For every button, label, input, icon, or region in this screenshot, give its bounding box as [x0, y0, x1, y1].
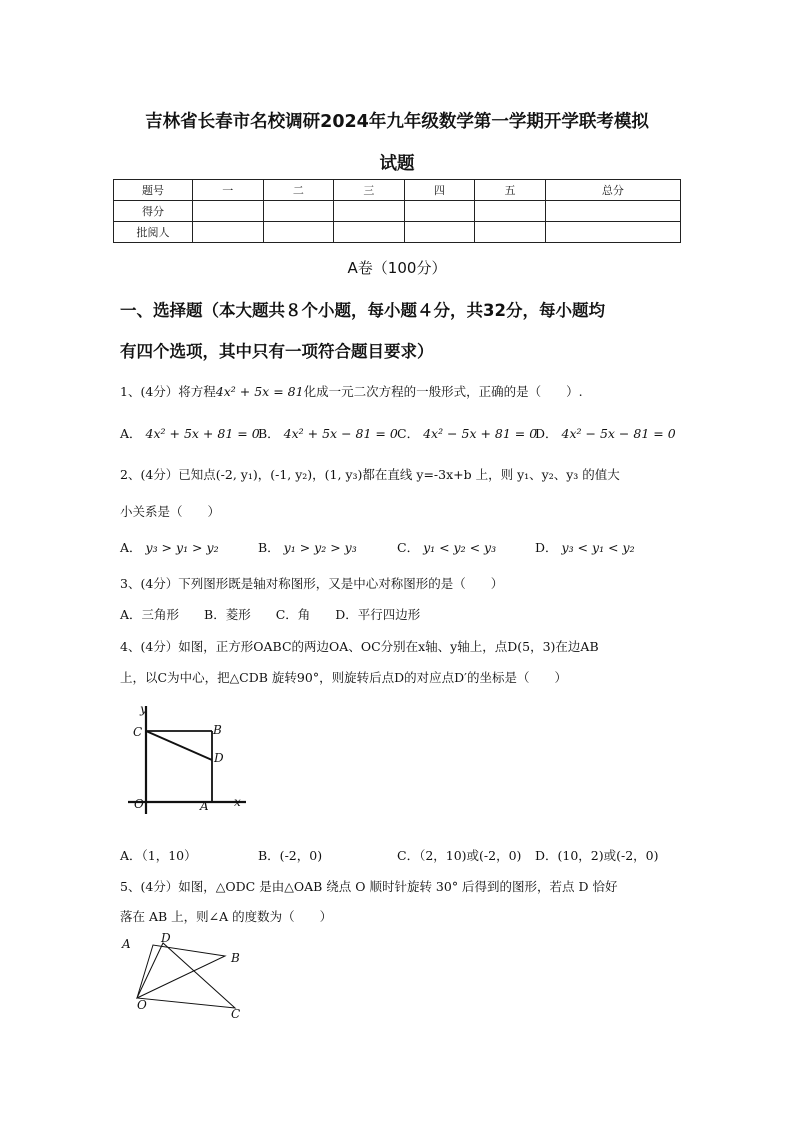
- option-text: y₁ < y₂ < y₃: [423, 540, 497, 555]
- section-heading-line-1: 一、选择题（本大题共８个小题，每小题４分，共32分，每小题均: [120, 301, 605, 320]
- score-table-row: [114, 222, 681, 243]
- label-a: A: [122, 937, 131, 951]
- label-a: A: [200, 799, 209, 813]
- score-table-row: [114, 201, 681, 222]
- question-2-stem-line-2: 小关系是（ ）: [120, 504, 221, 519]
- score-header-cell: 一: [193, 180, 264, 201]
- triangle-odc: [137, 943, 235, 1008]
- option-label: C．: [397, 426, 420, 441]
- question-1-suffix: 化成一元二次方程的一般形式，正确的是（ ）.: [303, 384, 583, 399]
- label-c: C: [231, 1007, 241, 1018]
- option-label: D．: [535, 540, 558, 555]
- score-cell: [404, 222, 475, 243]
- question-4-option-a[interactable]: A．（1，10）: [120, 848, 197, 863]
- option-label: C．: [397, 540, 420, 555]
- score-header-cell: 总分: [545, 180, 680, 201]
- score-cell: [193, 201, 264, 222]
- question-1-prefix: 1、(4分）将方程: [120, 384, 216, 399]
- option-label: B．: [258, 540, 280, 555]
- question-1-option-a[interactable]: [120, 424, 260, 442]
- section-heading-line-2: 有四个选项，其中只有一项符合题目要求）: [120, 342, 434, 361]
- option-text: 4x² + 5x + 81 = 0: [145, 426, 260, 441]
- volume-heading: A卷（100分）: [347, 259, 447, 277]
- triangle-rotation-figure: [115, 928, 255, 1018]
- score-header-cell: 题号: [114, 180, 193, 201]
- score-header-cell: 五: [475, 180, 546, 201]
- segment-cd: [146, 731, 212, 760]
- question-4-option-d[interactable]: D．(10，2)或(-2，0): [535, 848, 659, 863]
- score-cell: [193, 222, 264, 243]
- score-table-header-row: [114, 180, 681, 201]
- score-header-cell: 二: [263, 180, 334, 201]
- option-text: 4x² − 5x − 81 = 0: [561, 426, 676, 441]
- label-o: O: [134, 797, 144, 811]
- label-d: D: [214, 751, 224, 765]
- exam-title-line-1: 吉林省长春市名校调研2024年九年级数学第一学期开学联考模拟: [145, 112, 649, 132]
- option-label: A．: [120, 540, 142, 555]
- label-y: y: [140, 702, 147, 716]
- question-2-option-d[interactable]: [535, 538, 635, 556]
- score-table: [113, 179, 681, 243]
- question-4-option-c[interactable]: C．（2，10)或(-2，0): [397, 848, 522, 863]
- option-text: y₁ > y₂ > y₃: [283, 540, 357, 555]
- question-4-option-b[interactable]: B．(-2，0): [258, 848, 323, 863]
- question-1-option-d[interactable]: [535, 424, 676, 442]
- triangle-oab: [137, 945, 225, 998]
- question-3-stem: 3、(4分）下列图形既是轴对称图形，又是中心对称图形的是（ ）: [120, 576, 504, 591]
- score-row-label: 得分: [114, 201, 193, 222]
- score-cell: [263, 201, 334, 222]
- exam-title-line-2: 试题: [379, 154, 415, 174]
- option-text: 4x² − 5x + 81 = 0: [423, 426, 538, 441]
- label-c: C: [133, 725, 143, 739]
- question-5-stem-line-2: 落在 AB 上，则∠A 的度数为（ ）: [120, 909, 333, 924]
- question-4-stem-line-2: 上，以C为中心，把△CDB 旋转90°，则旋转后点D的对应点D′的坐标是（ ）: [120, 670, 567, 685]
- question-2-option-c[interactable]: [397, 538, 496, 556]
- score-cell: [334, 201, 405, 222]
- question-1-stem: [120, 382, 583, 400]
- label-b: B: [213, 723, 222, 737]
- score-cell: [404, 201, 475, 222]
- score-cell: [475, 222, 546, 243]
- label-x: x: [234, 795, 241, 809]
- question-5-stem-line-1: 5、(4分）如图，△ODC 是由△OAB 绕点 O 顺时针旋转 30° 后得到的图形，若点 D 恰好: [120, 879, 618, 894]
- label-o: O: [137, 998, 147, 1012]
- score-header-cell: 三: [334, 180, 405, 201]
- label-d: D: [161, 931, 171, 945]
- question-3-options[interactable]: A．三角形 B．菱形 C．角 D．平行四边形: [120, 607, 421, 622]
- option-label: D．: [535, 426, 558, 441]
- option-text: 4x² + 5x − 81 = 0: [283, 426, 398, 441]
- option-label: B．: [258, 426, 280, 441]
- score-header-cell: 四: [404, 180, 475, 201]
- score-cell: [545, 201, 680, 222]
- score-cell: [475, 201, 546, 222]
- option-text: y₃ < y₁ < y₂: [561, 540, 635, 555]
- score-row-label: 批阅人: [114, 222, 193, 243]
- question-4-stem-line-1: 4、(4分）如图，正方形OABC的两边OA、OC分别在x轴、y轴上，点D(5，3)在边AB: [120, 639, 599, 654]
- square-rotation-figure: [120, 700, 260, 820]
- score-cell: [263, 222, 334, 243]
- option-text: y₃ > y₁ > y₂: [145, 540, 219, 555]
- question-1-equation: 4x² + 5x = 81: [215, 384, 304, 399]
- question-2-option-a[interactable]: [120, 538, 219, 556]
- question-2-option-b[interactable]: [258, 538, 357, 556]
- label-b: B: [231, 951, 240, 965]
- option-label: A．: [120, 426, 142, 441]
- score-cell: [334, 222, 405, 243]
- question-1-option-b[interactable]: [258, 424, 398, 442]
- question-2-stem-line-1: 2、(4分）已知点(-2, y₁)，(-1, y₂)，(1, y₃)都在直线 y=-3x+b 上，则 y₁、y₂、y₃ 的值大: [120, 467, 620, 482]
- question-1-option-c[interactable]: [397, 424, 537, 442]
- score-cell: [545, 222, 680, 243]
